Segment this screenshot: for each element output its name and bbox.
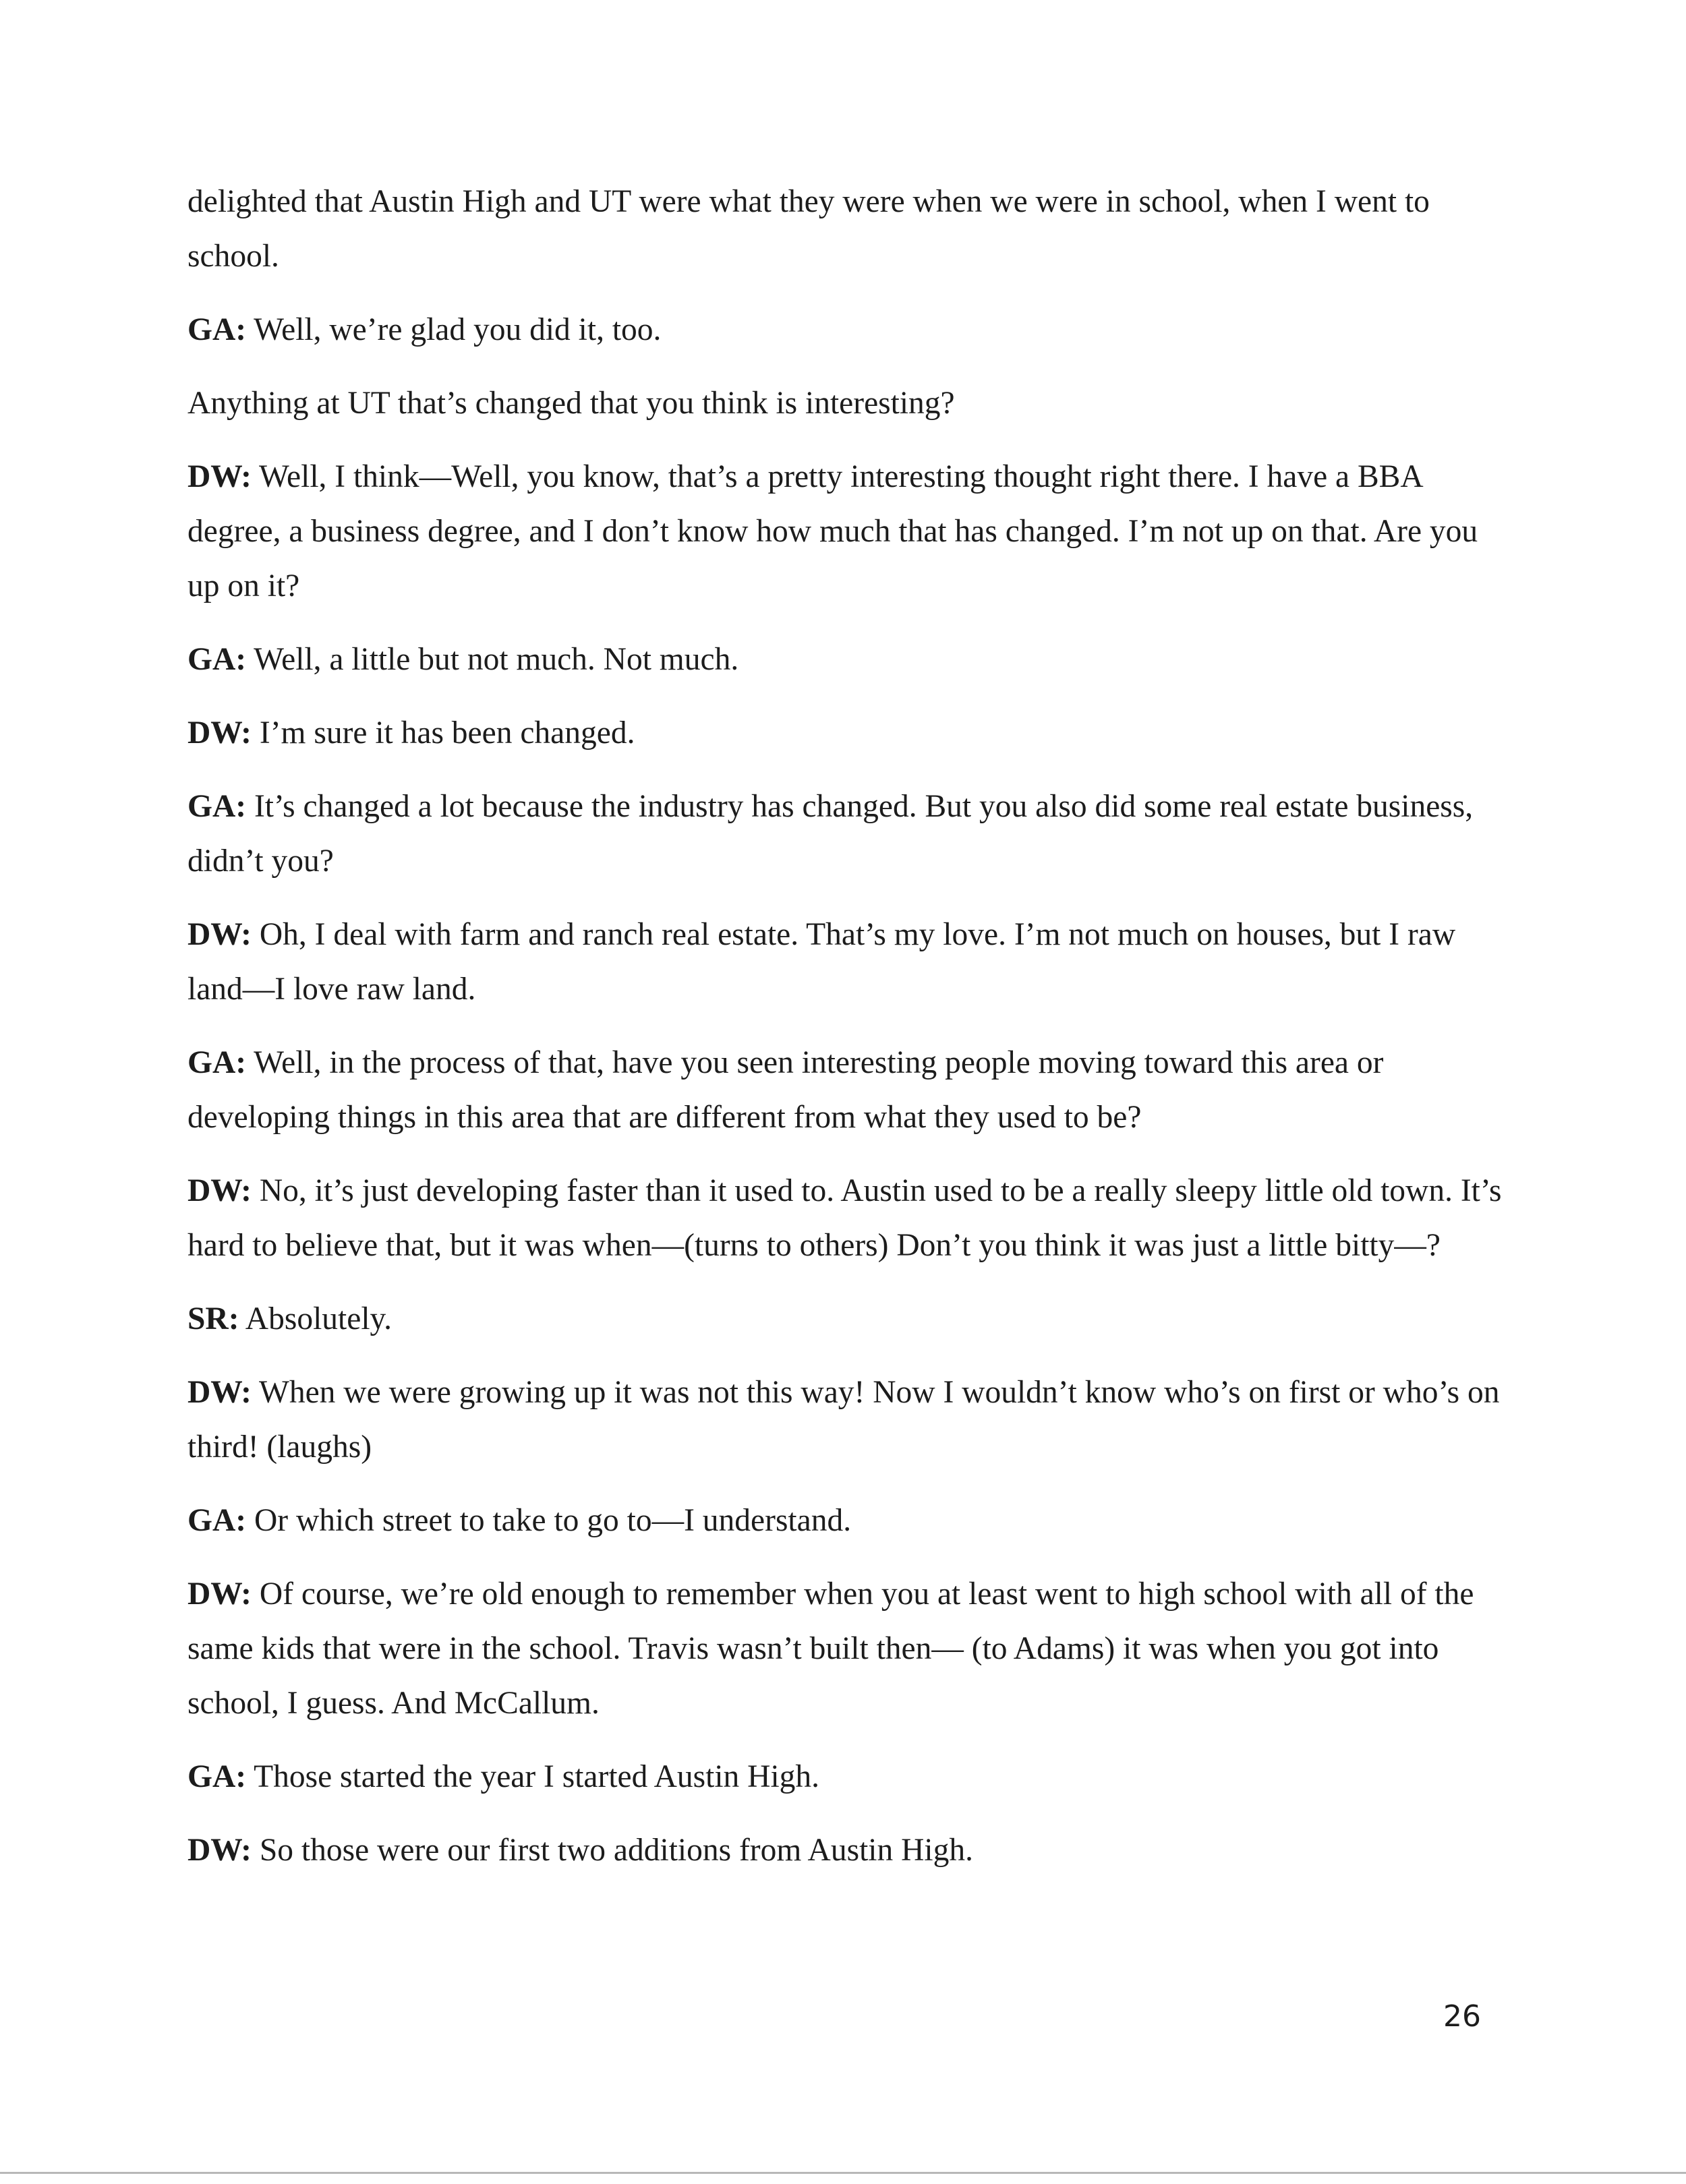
utterance-text: Anything at UT that’s changed that you think is interesting? <box>187 386 955 421</box>
speaker-label: DW: <box>187 1576 252 1612</box>
utterance-text: I’m sure it has been changed. <box>252 715 635 750</box>
utterance-text: Those started the year I started Austin High. <box>246 1759 820 1794</box>
utterance-text: Oh, I deal with farm and ranch real estate. That’s my love. I’m not much on houses, but I raw land—I love raw land. <box>187 917 1456 1007</box>
transcript-paragraph <box>187 1823 1509 1878</box>
utterance-text: So those were our first two additions from Austin High. <box>252 1833 973 1868</box>
utterance-text: Well, a little but not much. Not much. <box>246 642 739 677</box>
speaker-label: DW: <box>187 917 252 952</box>
utterance-text: Absolutely. <box>239 1301 393 1336</box>
transcript-paragraph <box>187 632 1509 687</box>
speaker-label: DW: <box>187 1833 252 1868</box>
transcript-paragraph <box>187 376 1509 431</box>
transcript-paragraph <box>187 1567 1509 1731</box>
utterance-text: Or which street to take to go to—I understand. <box>246 1503 852 1538</box>
speaker-label: DW: <box>187 1375 252 1410</box>
speaker-label: GA: <box>187 789 247 824</box>
utterance-text: No, it’s just developing faster than it used to. Austin used to be a really sleepy little old town. It’s hard to believe that, but it was when—(turns to others) Don’t you think it was just a little bitty—? <box>187 1173 1502 1263</box>
transcript-paragraph <box>187 1036 1509 1145</box>
speaker-label: GA: <box>187 1045 247 1080</box>
speaker-label: DW: <box>187 715 252 750</box>
scan-edge-divider <box>0 2172 1686 2174</box>
transcript-paragraph <box>187 303 1509 357</box>
transcript-paragraph <box>187 706 1509 761</box>
transcript-paragraph <box>187 779 1509 889</box>
utterance-text: Well, we’re glad you did it, too. <box>246 312 662 347</box>
transcript-paragraph <box>187 1494 1509 1548</box>
utterance-text: Well, in the process of that, have you seen interesting people moving toward this area or developing things in this area that are different from what they used to be? <box>187 1045 1384 1135</box>
transcript-paragraph <box>187 908 1509 1017</box>
transcript-paragraph <box>187 1365 1509 1475</box>
speaker-label: SR: <box>187 1301 239 1336</box>
speaker-label: DW: <box>187 459 252 494</box>
speaker-label: DW: <box>187 1173 252 1208</box>
transcript-paragraph <box>187 450 1509 614</box>
utterance-text: Of course, we’re old enough to remember when you at least went to high school with all of the same kids that were in the school. Travis wasn’t built then— (to Adams) it was when you got into school, I guess. And McCallum. <box>187 1576 1474 1721</box>
page-number: 26 <box>1443 1999 1481 2034</box>
speaker-label: GA: <box>187 642 247 677</box>
transcript-paragraph <box>187 1292 1509 1347</box>
transcript-paragraph <box>187 1164 1509 1273</box>
utterance-text: Well, I think—Well, you know, that’s a pretty interesting thought right there. I have a BBA degree, a business degree, and I don’t know how much that has changed. I’m not up on that. Are you up on it? <box>187 459 1478 603</box>
utterance-text: It’s changed a lot because the industry has changed. But you also did some real estate business, didn’t you? <box>187 789 1474 879</box>
continuation-text: delighted that Austin High and UT were what they were when we were in school, when I went to school. <box>187 184 1430 274</box>
transcript-body <box>187 175 1509 1897</box>
transcript-paragraph <box>187 1750 1509 1804</box>
speaker-label: GA: <box>187 1503 247 1538</box>
utterance-text: When we were growing up it was not this way! Now I wouldn’t know who’s on first or who’s on third! (laughs) <box>187 1375 1500 1465</box>
speaker-label: GA: <box>187 312 247 347</box>
speaker-label: GA: <box>187 1759 247 1794</box>
transcript-paragraph <box>187 175 1509 284</box>
